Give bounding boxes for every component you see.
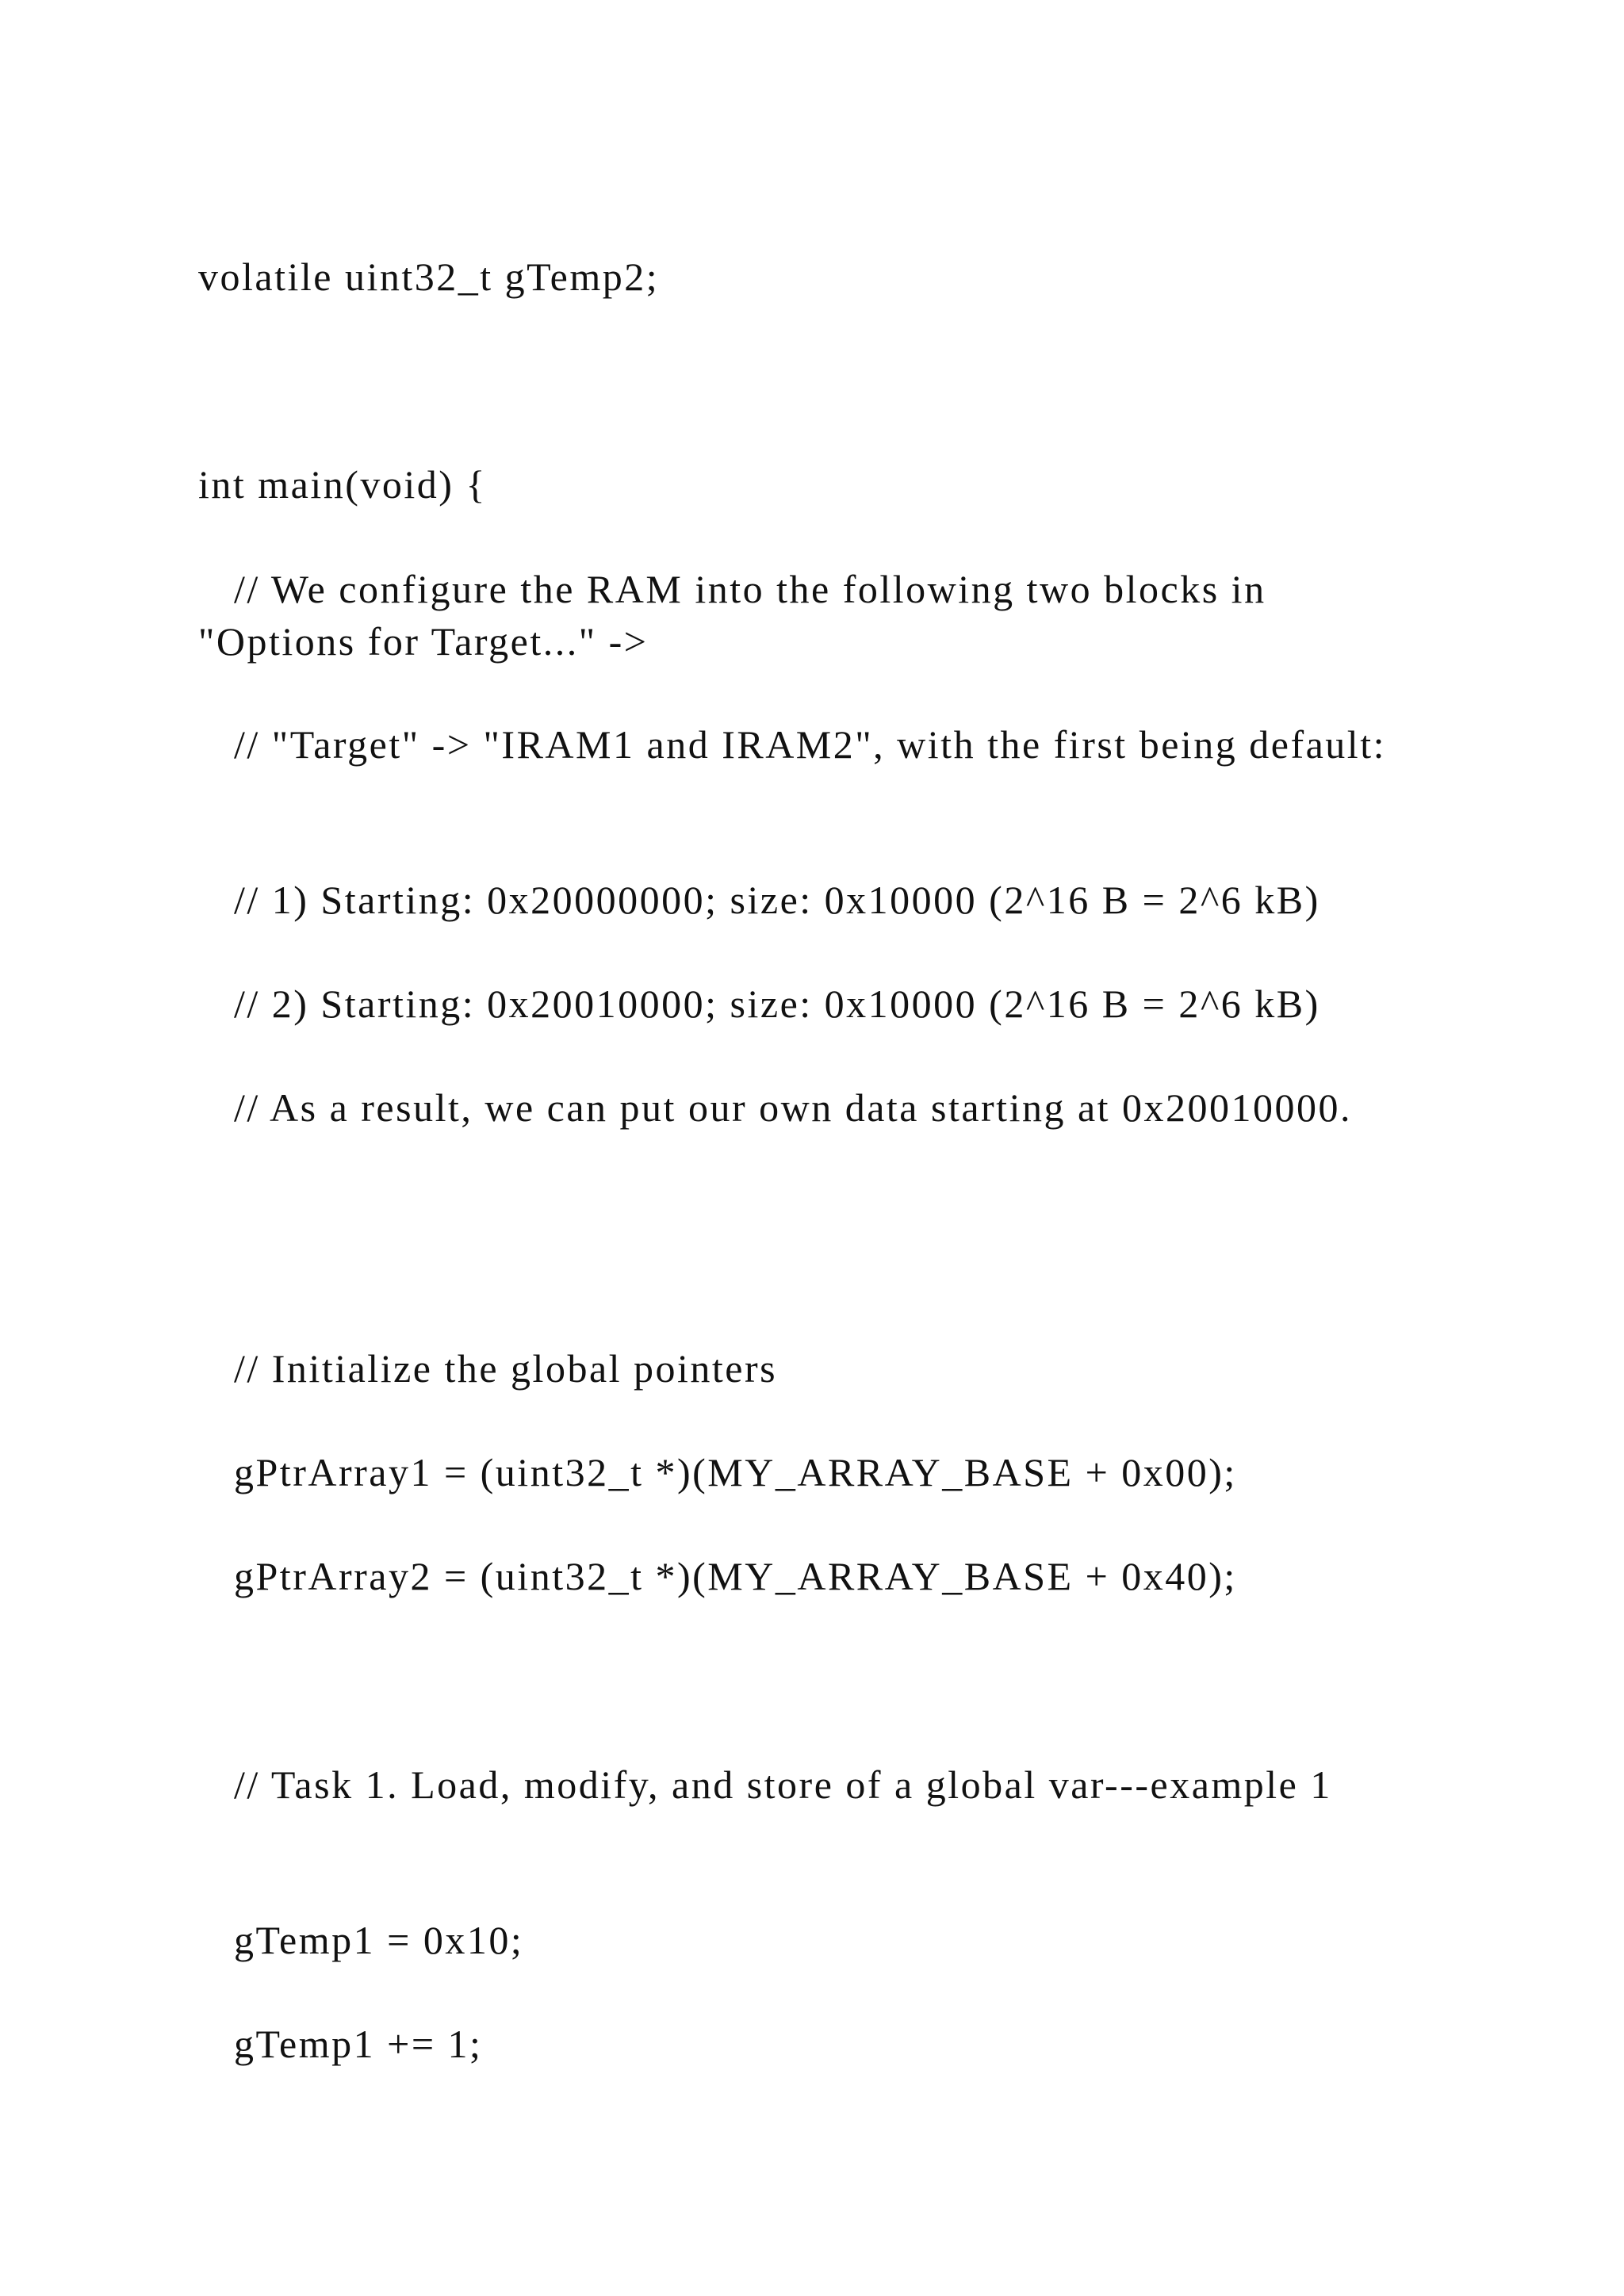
code-line-global-decl: volatile uint32_t gTemp2; <box>198 254 660 299</box>
code-comment-block-2: // 2) Starting: 0x20010000; size: 0x10000 (2^16 B = 2^6 kB) <box>198 982 1320 1026</box>
code-comment-result: // As a result, we can put our own data starting at 0x20010000. <box>198 1085 1353 1130</box>
code-comment-init-pointers: // Initialize the global pointers <box>198 1346 778 1391</box>
code-line-ptr-array1: gPtrArray1 = (uint32_t *)(MY_ARRAY_BASE + 0x00); <box>198 1450 1237 1494</box>
code-comment-target-iram: // "Target" -> "IRAM1 and IRAM2", with the first being default: <box>198 722 1386 767</box>
code-line-gtemp1-increment: gTemp1 += 1; <box>198 2022 483 2066</box>
code-comment-task-1: // Task 1. Load, modify, and store of a global var---example 1 <box>198 1762 1332 1807</box>
code-comment-block-1: // 1) Starting: 0x20000000; size: 0x10000 (2^16 B = 2^6 kB) <box>198 878 1320 922</box>
code-line-main-signature: int main(void) { <box>198 462 487 507</box>
code-comment-ram-config: // We configure the RAM into the following two blocks in "Options for Target..." -> <box>198 567 1278 664</box>
code-line-ptr-array2: gPtrArray2 = (uint32_t *)(MY_ARRAY_BASE + 0x40); <box>198 1554 1237 1598</box>
code-line-gtemp1-assign: gTemp1 = 0x10; <box>198 1918 524 1962</box>
